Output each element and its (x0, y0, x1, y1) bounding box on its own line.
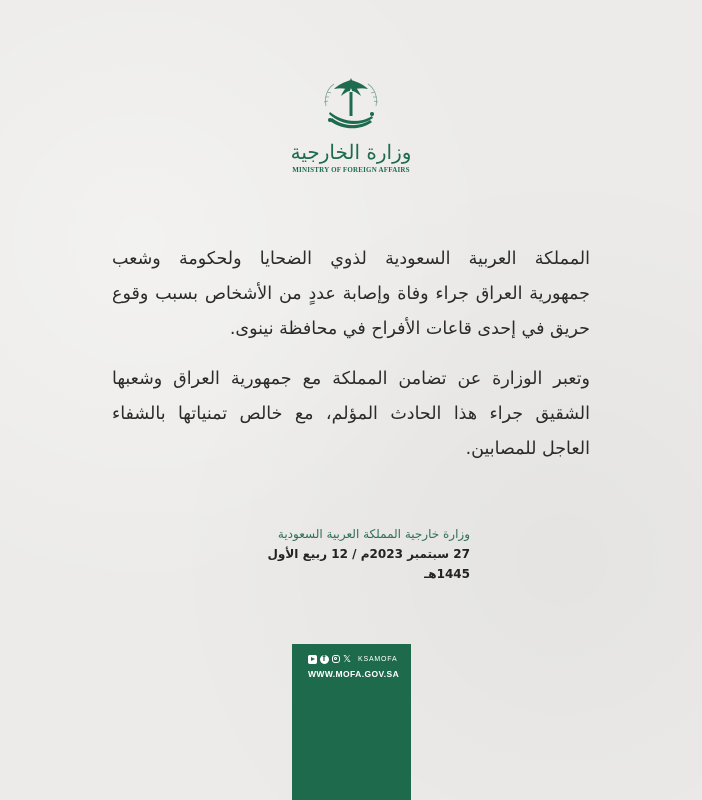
instagram-icon[interactable] (332, 655, 340, 663)
youtube-icon[interactable] (308, 655, 317, 664)
social-handle[interactable]: KSAMOFA (358, 655, 398, 663)
statement-line: جمهورية العراق جراء وفاة وإصابة عددٍ من الأشخاص بسبب وقوع (112, 284, 590, 304)
statement-line: وتعبر الوزارة عن تضامن المملكة مع جمهورية العراق وشعبها (112, 369, 590, 389)
saudi-emblem-logo (318, 76, 384, 138)
statement-paragraph-2 (112, 362, 590, 467)
statement-paragraph-1 (112, 242, 590, 347)
x-icon[interactable]: 𝕏 (343, 653, 352, 665)
ministry-name-english: MINISTRY OF FOREIGN AFFAIRS (292, 166, 410, 174)
ministry-name-arabic: وزارة الخارجية (290, 140, 412, 164)
signature-ministry: وزارة خارجية المملكة العربية السعودية (277, 527, 470, 541)
footer-contact-panel (292, 644, 411, 800)
statement-line: المملكة العربية السعودية لذوي الضحايا ولحكومة وشعب (112, 249, 590, 269)
statement-line: حريق في إحدى قاعات الأفراح في محافظة نينوى. (229, 319, 590, 339)
website-link[interactable]: WWW.MOFA.GOV.SA (308, 669, 400, 679)
statement-line: الشقيق جراء هذا الحادث المؤلم، مع خالص تمنياتها بالشفاء (112, 404, 590, 424)
social-media-row (308, 652, 397, 666)
signature-date: 27 سبتمبر 2023م / 12 ربيع الأول 1445هـ (267, 547, 470, 581)
facebook-icon[interactable] (320, 655, 329, 664)
statement-line: العاجل للمصابين. (465, 439, 590, 459)
